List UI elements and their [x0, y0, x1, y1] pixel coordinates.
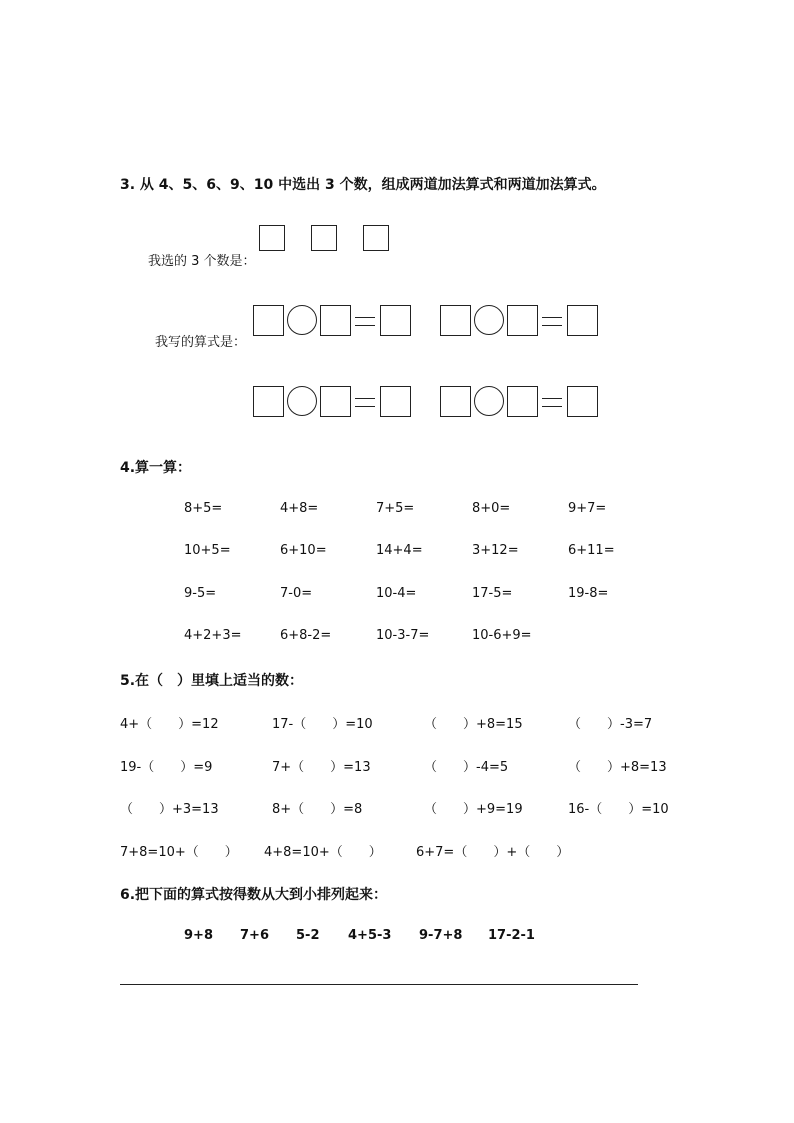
fill-blank-item[interactable]: （ ）+3=13 [120, 802, 219, 817]
equals-sign-icon [355, 398, 375, 407]
fill-blank-item[interactable]: （ ）-3=7 [568, 717, 653, 732]
equation-1-addend-box[interactable] [253, 305, 284, 336]
q3-write-label: 我写的算式是： [155, 335, 247, 350]
calc-item: 3+12= [472, 543, 519, 558]
fill-blank-item[interactable]: （ ）+8=13 [568, 760, 667, 775]
calc-item: 7-0= [280, 586, 313, 601]
fill-blank-item[interactable]: 4+（ ）=12 [120, 717, 219, 732]
fill-blank-item[interactable]: 7+8=10+（ ） [120, 845, 238, 860]
order-expression: 7+6 [240, 928, 269, 943]
order-expression: 17-2-1 [488, 928, 535, 943]
calc-item: 8+0= [472, 501, 511, 516]
equation-4-addend-box[interactable] [440, 386, 471, 417]
equals-sign-icon [355, 317, 375, 326]
fill-blank-item[interactable]: 7+（ ）=13 [272, 760, 371, 775]
q4-title: 4.算一算： [120, 460, 192, 476]
fill-blank-item[interactable]: 16-（ ）=10 [568, 802, 669, 817]
calc-item: 8+5= [184, 501, 223, 516]
calc-item: 6+11= [568, 543, 615, 558]
order-expression: 5-2 [296, 928, 320, 943]
equation-4-operator-circle[interactable] [474, 386, 504, 416]
equation-3-addend-box[interactable] [320, 386, 351, 417]
equation-2-addend-box[interactable] [440, 305, 471, 336]
q6-title: 6.把下面的算式按得数从大到小排列起来： [120, 887, 388, 903]
calc-item: 4+8= [280, 501, 319, 516]
equals-sign-icon [542, 398, 562, 407]
equation-3-result-box[interactable] [380, 386, 411, 417]
equation-4-addend-box[interactable] [507, 386, 538, 417]
calc-item: 9+7= [568, 501, 607, 516]
fill-blank-item[interactable]: （ ）+8=15 [424, 717, 523, 732]
equation-1-addend-box[interactable] [320, 305, 351, 336]
order-expression: 9+8 [184, 928, 213, 943]
calc-item: 14+4= [376, 543, 423, 558]
fill-blank-item[interactable]: （ ）-4=5 [424, 760, 509, 775]
equation-2-result-box[interactable] [567, 305, 598, 336]
fill-blank-item[interactable]: （ ）+9=19 [424, 802, 523, 817]
equation-3-addend-box[interactable] [253, 386, 284, 417]
pick-box-2[interactable] [311, 225, 337, 251]
calc-item: 10+5= [184, 543, 231, 558]
fill-blank-item[interactable]: 17-（ ）=10 [272, 717, 373, 732]
q3-pick-label: 我选的 3 个数是： [148, 254, 256, 269]
pick-box-3[interactable] [363, 225, 389, 251]
equation-2-operator-circle[interactable] [474, 305, 504, 335]
calc-item: 19-8= [568, 586, 609, 601]
order-expression: 4+5-3 [348, 928, 392, 943]
calc-item: 9-5= [184, 586, 217, 601]
equation-1-result-box[interactable] [380, 305, 411, 336]
calc-item: 10-6+9= [472, 628, 532, 643]
calc-item: 6+8-2= [280, 628, 332, 643]
fill-blank-item[interactable]: 8+（ ）=8 [272, 802, 363, 817]
equals-sign-icon [542, 317, 562, 326]
calc-item: 10-4= [376, 586, 417, 601]
equation-1-operator-circle[interactable] [287, 305, 317, 335]
fill-blank-item[interactable]: 4+8=10+（ ） [264, 845, 382, 860]
fill-blank-item[interactable]: 19-（ ）=9 [120, 760, 213, 775]
calc-item: 17-5= [472, 586, 513, 601]
fill-blank-item[interactable]: 6+7=（ ）+（ ） [416, 845, 570, 860]
equation-2-addend-box[interactable] [507, 305, 538, 336]
calc-item: 7+5= [376, 501, 415, 516]
calc-item: 10-3-7= [376, 628, 430, 643]
q3-title: 3. 从 4、5、6、9、10 中选出 3 个数，组成两道加法算式和两道加法算式。 [120, 177, 606, 193]
equation-3-operator-circle[interactable] [287, 386, 317, 416]
calc-item: 6+10= [280, 543, 327, 558]
answer-line[interactable] [120, 984, 638, 985]
order-expression: 9-7+8 [419, 928, 463, 943]
calc-item: 4+2+3= [184, 628, 242, 643]
equation-4-result-box[interactable] [567, 386, 598, 417]
q5-title: 5.在（ ）里填上适当的数： [120, 673, 304, 689]
pick-box-1[interactable] [259, 225, 285, 251]
